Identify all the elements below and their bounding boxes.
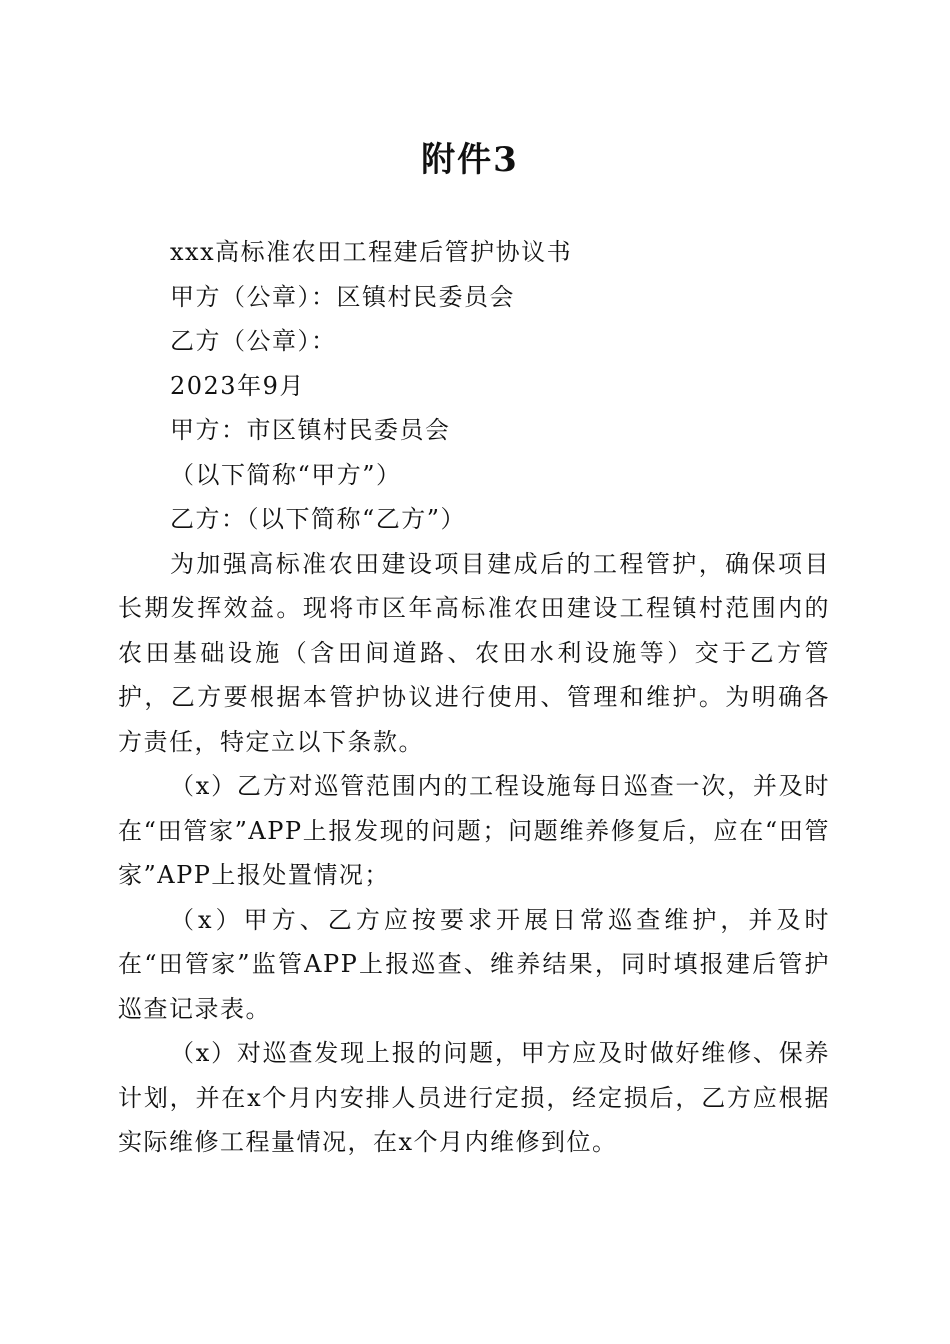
preamble-paragraph: 为加强高标准农田建设项目建成后的工程管护，确保项目长期发挥效益。现将市区年高标准农田建设工程镇村范围内的农田基础设施（含田间道路、农田水利设施等）交于乙方管护，乙方要根据本管护协议进行使用、管理和维护。为明确各方责任，特定立以下条款。 [118,549,830,756]
document-title: 附件3 [421,140,519,180]
agreement-name: xxx高标准农田工程建后管护协议书 [170,238,573,266]
agreement-date: 2023年9月 [170,371,305,400]
clause-inspection: （x）乙方对巡管范围内的工程设施每日巡查一次，并及时在“田管家”APP上报发现的问题；问题维养修复后，应在“田管家”APP上报处置情况； [118,772,830,889]
party-b-seal-line: 乙方（公章）： [170,327,337,355]
document-body [118,230,830,1165]
party-a-line: 甲方：市区镇村民委员会 [170,416,451,444]
party-a-abbreviation: （以下简称“甲方”） [170,460,402,489]
clause-routine-maintenance: （x）甲方、乙方应按要求开展日常巡查维护，并及时在“田管家”监管APP上报巡查、维养结果，同时填报建后管护巡查记录表。 [118,905,830,1023]
party-a-seal-line: 甲方（公章）：区镇村民委员会 [170,282,515,311]
party-b-line: 乙方：（以下简称“乙方”） [170,505,467,533]
clause-repair-plan: （x）对巡查发现上报的问题，甲方应及时做好维修、保养计划，并在x个月内安排人员进行定损，经定损后，乙方应根据实际维修工程量情况，在x个月内维修到位。 [118,1039,830,1156]
